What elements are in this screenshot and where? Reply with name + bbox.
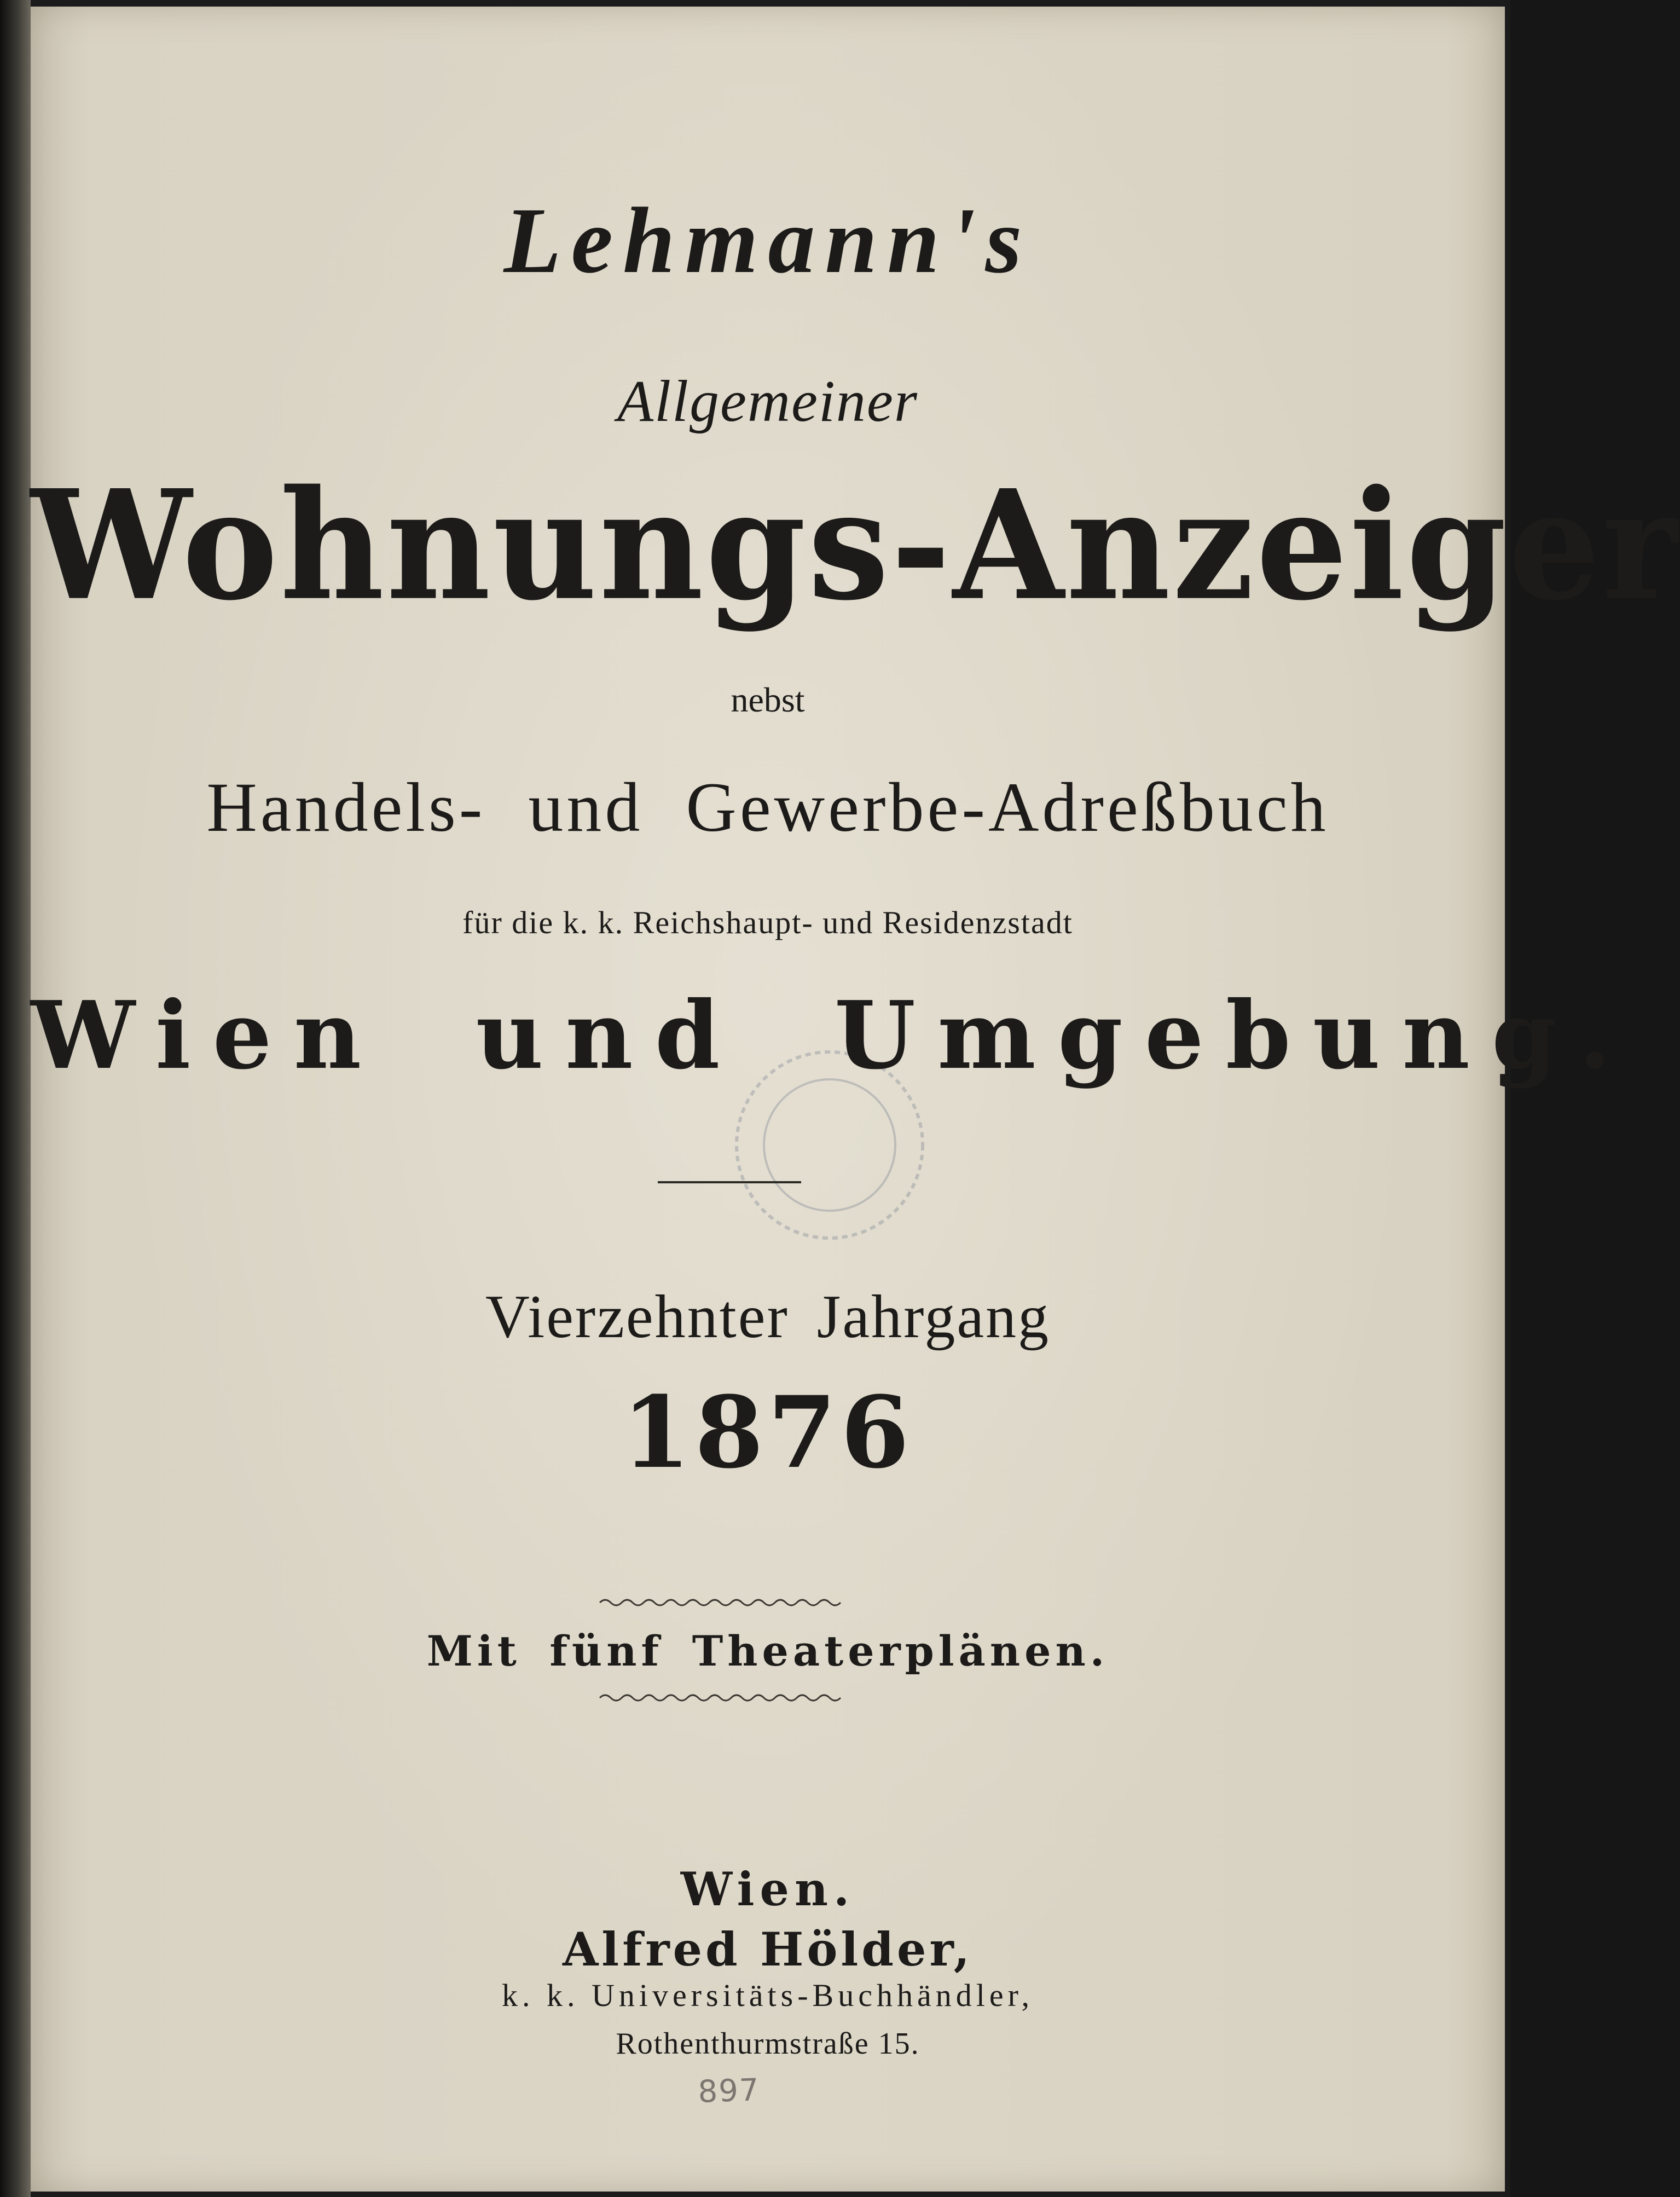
imprint-publisher-role: k. k. Universitäts-Buchhändler, [501, 1978, 1034, 2013]
title-allgemeiner: Allgemeiner [617, 369, 918, 434]
edition-label: Vierzehnter Jahrgang [485, 1283, 1051, 1351]
book-binding-edge [0, 0, 31, 2197]
title-publisher-name: Lehmann's [503, 189, 1032, 293]
divider-rule [658, 1181, 801, 1183]
subtitle-address-book: Handels- und Gewerbe-Adreßbuch [206, 768, 1329, 846]
imprint-city: Wien. [680, 1862, 855, 1916]
supplement-note: Mit fünf Theaterplänen. [426, 1627, 1109, 1675]
title-page [31, 7, 1680, 2192]
subtitle-city: Wien und Umgebung. [31, 981, 1633, 1090]
title-nebst: nebst [731, 680, 805, 719]
imprint-publisher: Alfred Hölder, [563, 1922, 973, 1976]
wavy-ornament-bottom [600, 1692, 841, 1703]
publication-year: 1876 [622, 1375, 914, 1490]
main-title: Wohnungs-Anzeiger [31, 456, 1680, 634]
subtitle-city-description: für die k. k. Reichshaupt- und Residenzstadt [462, 905, 1073, 940]
imprint-address: Rothenthurmstraße 15. [616, 2027, 920, 2061]
wavy-ornament-top [600, 1597, 841, 1608]
pencil-shelf-mark: 897 [697, 2072, 761, 2110]
